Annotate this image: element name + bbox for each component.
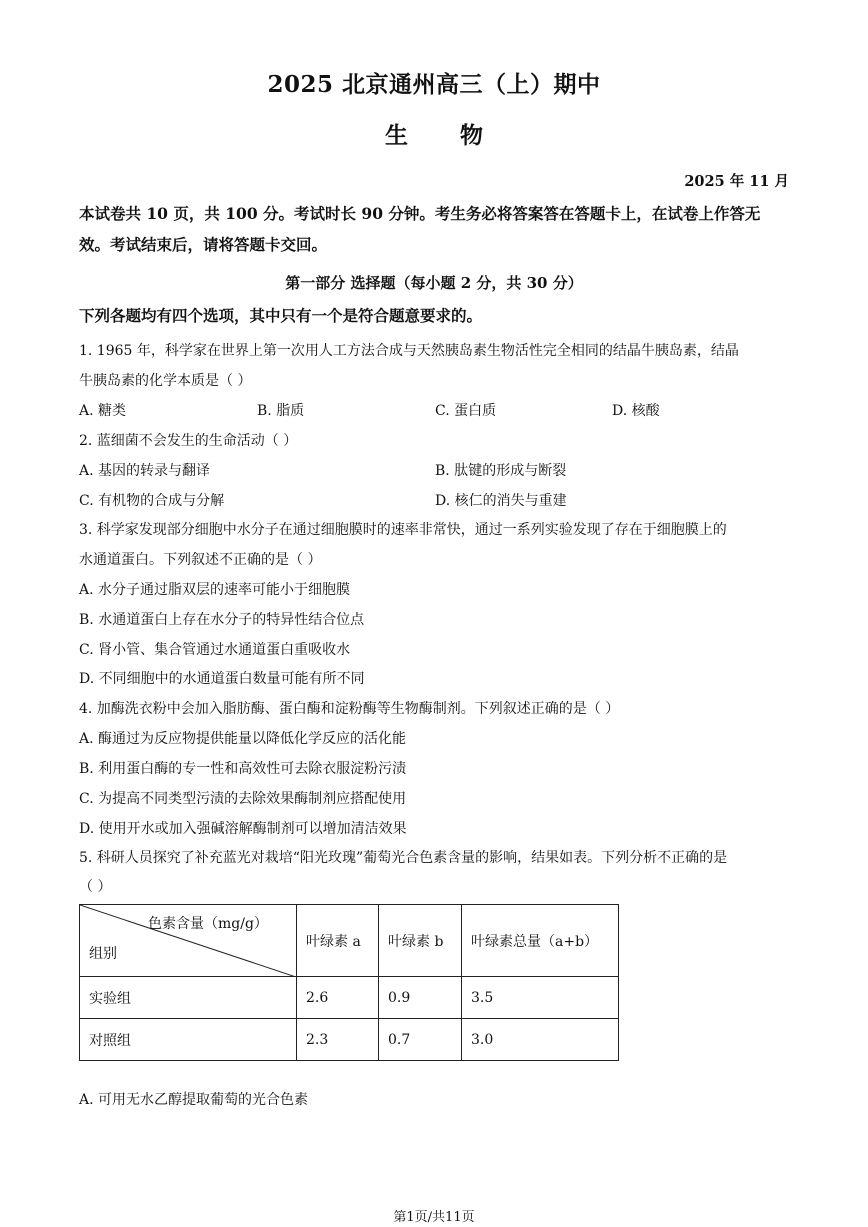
question-4-option-b: B. 利用蛋白酶的专一性和高效性可去除衣服淀粉污渍 — [79, 761, 407, 777]
question-5-stem-line1: 5. 科研人员探究了补充蓝光对栽培“阳光玫瑰”葡萄光合色素含量的影响，结果如表。下列分析不正确的是 — [79, 850, 728, 866]
table-cell: 3.0 — [462, 1019, 619, 1061]
question-3-option-c: C. 肾小管、集合管通过水通道蛋白重吸收水 — [79, 642, 351, 658]
question-2-option-a: A. 基因的转录与翻译 — [79, 463, 211, 479]
table-cell: 0.7 — [379, 1019, 462, 1061]
question-1-option-d: D. 核酸 — [612, 403, 660, 419]
table-header-cell: 叶绿素 a — [297, 905, 379, 977]
question-3-option-b: B. 水通道蛋白上存在水分子的特异性结合位点 — [79, 612, 365, 628]
table-row — [80, 977, 619, 1019]
question-3-stem-line2: 水通道蛋白。下列叙述不正确的是（ ） — [79, 552, 322, 568]
question-4-option-d: D. 使用开水或加入强碱溶解酶制剂可以增加清洁效果 — [79, 821, 407, 837]
question-1-stem-line1: 1. 1965 年，科学家在世界上第一次用人工方法合成与天然胰岛素生物活性完全相同的结晶牛胰岛素，结晶 — [79, 343, 739, 359]
pigment-table — [79, 904, 619, 1061]
table-cell: 2.6 — [297, 977, 379, 1019]
question-2-option-d: D. 核仁的消失与重建 — [435, 493, 567, 509]
table-corner-bottom-label: 组别 — [89, 946, 117, 962]
exam-title: 2025 北京通州高三（上）期中 — [267, 71, 601, 98]
question-4-option-c: C. 为提高不同类型污渍的去除效果酶制剂应搭配使用 — [79, 791, 407, 807]
question-4-option-a: A. 酶通过为反应物提供能量以降低化学反应的活化能 — [79, 731, 407, 747]
question-1-option-b: B. 脂质 — [257, 403, 305, 419]
table-row — [80, 1019, 619, 1061]
question-3-stem-line1: 3. 科学家发现部分细胞中水分子在通过细胞膜时的速率非常快，通过一系列实验发现了存在于细胞膜上的 — [79, 522, 727, 538]
table-cell: 3.5 — [462, 977, 619, 1019]
table-cell: 0.9 — [379, 977, 462, 1019]
question-2-option-c: C. 有机物的合成与分解 — [79, 493, 225, 509]
table-cell: 2.3 — [297, 1019, 379, 1061]
table-header-cell: 叶绿素总量（a+b） — [462, 905, 619, 977]
question-5-stem-line2: （ ） — [79, 879, 112, 895]
question-1-stem-line2: 牛胰岛素的化学本质是（ ） — [79, 373, 252, 389]
table-cell-group: 实验组 — [80, 977, 297, 1019]
table-header-row — [80, 905, 619, 977]
question-1-option-a: A. 糖类 — [79, 403, 127, 419]
question-2-stem: 2. 蓝细菌不会发生的生命活动（ ） — [79, 433, 298, 449]
table-corner-top-label: 色素含量（mg/g） — [148, 916, 268, 932]
table-header-cell: 叶绿素 b — [379, 905, 462, 977]
section-title: 第一部分 选择题（每小题 2 分，共 30 分） — [285, 274, 583, 292]
question-2-option-b: B. 肽键的形成与断裂 — [435, 463, 567, 479]
exam-date: 2025 年 11 月 — [684, 173, 789, 190]
table-cell-group: 对照组 — [80, 1019, 297, 1061]
question-3-option-a: A. 水分子通过脂双层的速率可能小于细胞膜 — [79, 582, 351, 598]
exam-subject: 生 物 — [384, 122, 483, 149]
table-corner-cell — [80, 905, 297, 977]
page-footer: 第1页/共11页 — [393, 1210, 475, 1225]
question-3-option-d: D. 不同细胞中的水通道蛋白数量可能有所不同 — [79, 671, 365, 687]
exam-notice: 本试卷共 10 页，共 100 分。考试时长 90 分钟。考生务必将答案答在答题卡上，在试卷上作答无效。考试结束后，请将答题卡交回。 — [79, 204, 761, 254]
question-5-option-a: A. 可用无水乙醇提取葡萄的光合色素 — [79, 1092, 309, 1108]
question-4-stem: 4. 加酶洗衣粉中会加入脂肪酶、蛋白酶和淀粉酶等生物酶制剂。下列叙述正确的是（ ） — [79, 701, 620, 717]
question-1-option-c: C. 蛋白质 — [435, 403, 497, 419]
section-instruction: 下列各题均有四个选项，其中只有一个是符合题意要求的。 — [79, 306, 483, 325]
